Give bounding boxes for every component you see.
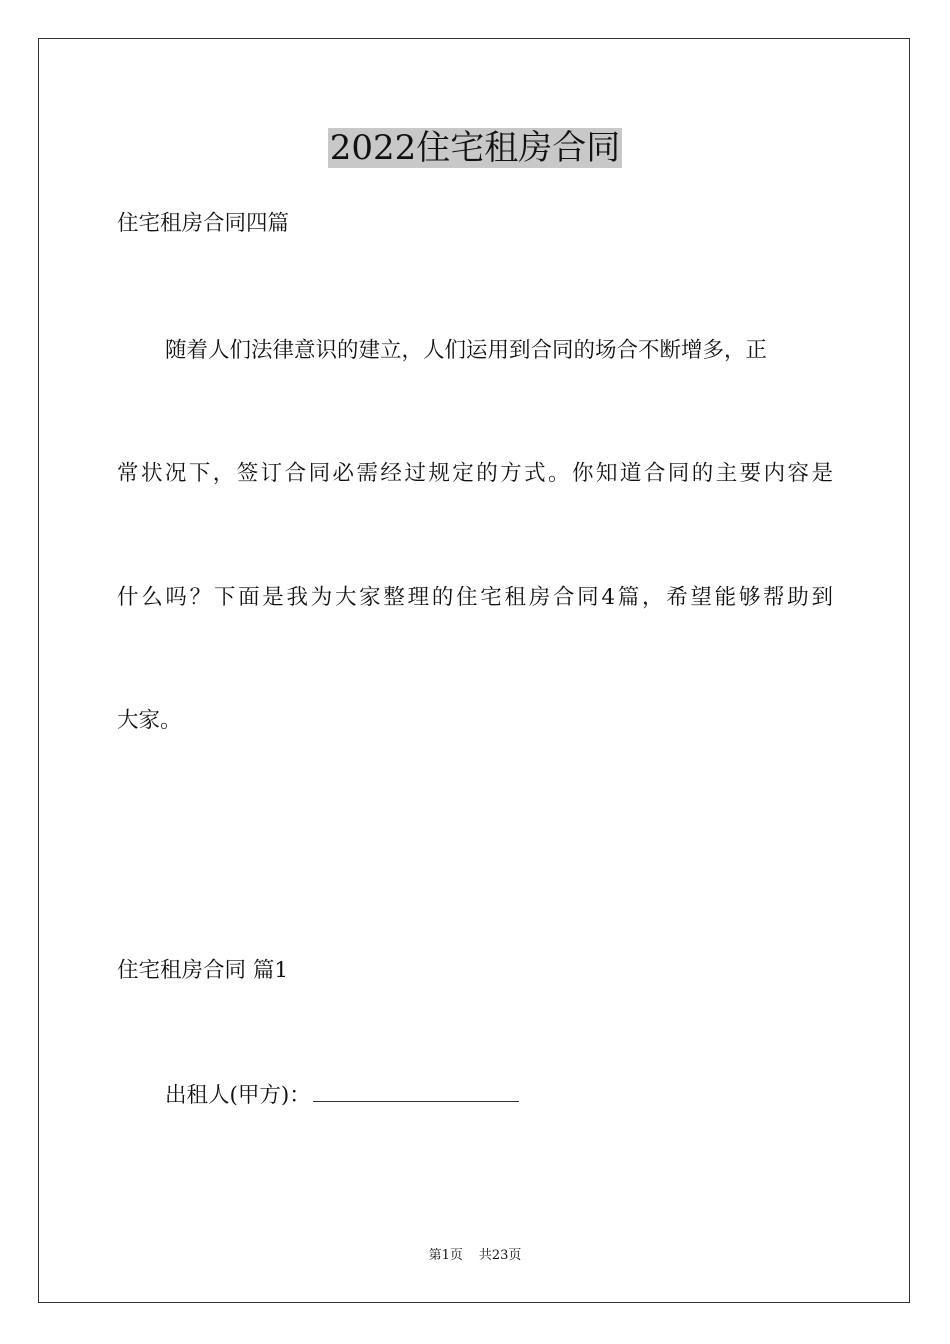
page-footer [0,1247,950,1265]
page-total: 共23页 [478,1248,522,1263]
lessor-field-row [165,1081,519,1111]
document-title: 2022住宅租房合同 [329,128,621,168]
intro-line-1: 随着人们法律意识的建立，人们运用到合同的场合不断增多，正 [165,338,768,363]
title-container [0,128,950,168]
intro-line-3: 什么吗？下面是我为大家整理的住宅租房合同4篇，希望能够帮助到 [117,585,833,610]
section-heading: 住宅租房合同 篇1 [117,958,289,983]
document-subtitle: 住宅租房合同四篇 [117,211,290,236]
intro-line-4: 大家。 [117,708,182,733]
lessor-label: 出租人(甲方)： [165,1083,311,1108]
intro-line-2: 常状况下，签订合同必需经过规定的方式。你知道合同的主要内容是 [117,461,833,486]
page-number: 第1页 [428,1248,463,1263]
lessor-blank-line [313,1083,519,1102]
